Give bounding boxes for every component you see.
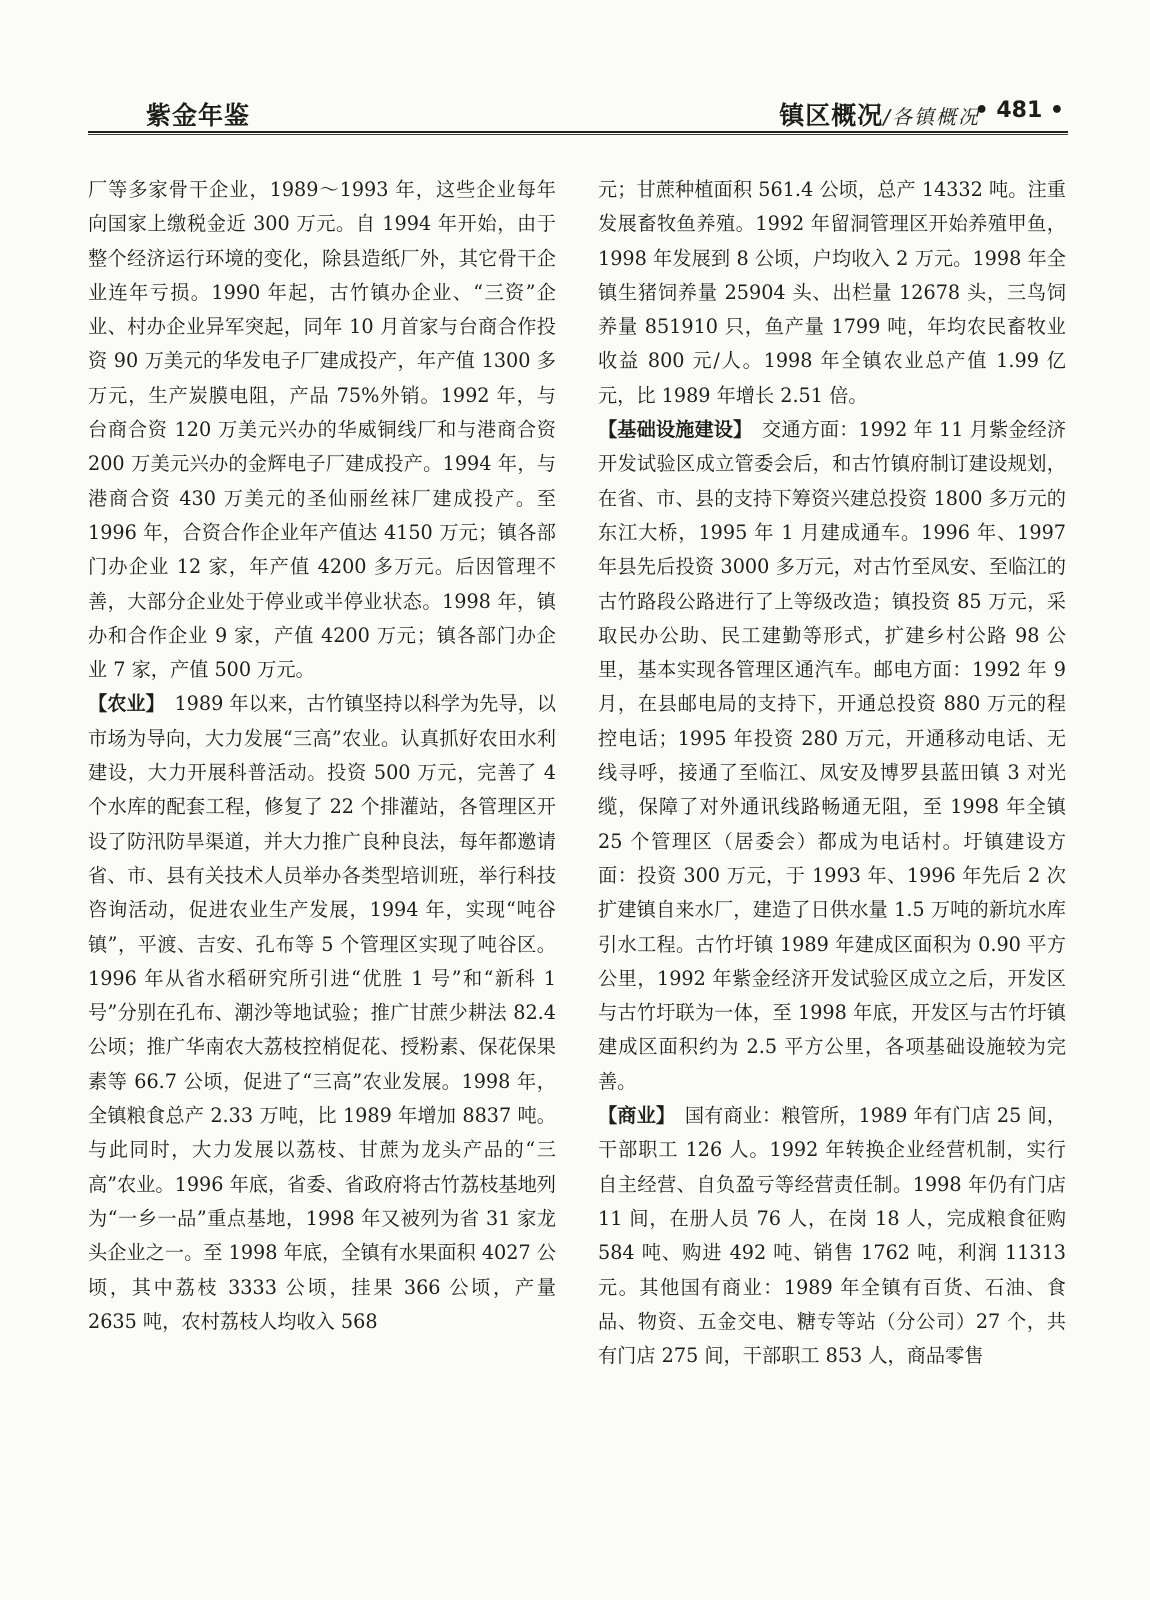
section-title (779, 96, 980, 132)
page-number: • 481 • (974, 98, 1064, 123)
infrastructure-text: 交通方面：1992 年 11 月紫金经济开发试验区成立管委会后，和古竹镇府制订建设规划，在省、市、县的支持下筹资兴建总投资 1800 多万元的东江大桥，1995 年 1 月建成通车。1996 年、1997 年县先后投资 3000 多万元，对古竹至凤安、至临江的古竹路段公路进行了上等级改造；镇投资 85 万元，采取民办公助、民工建勤等形式，扩建乡村公路 98 公里，基本实现各管理区通汽车。邮电方面：1992 年 9 月，在县邮电局的支持下，开通总投资 880 万元的程控电话；1995 年投资 280 万元，开通移动电话、无线寻呼，接通了至临江、凤安及博罗县蓝田镇 3 对光缆，保障了对外通讯线路畅通无阻，至 1998 年全镇 25 个管理区（居委会）都成为电话村。圩镇建设方面：投资 300 万元，于 1993 年、1996 年先后 2 次扩建镇自来水厂，建造了日供水量 1.5 万吨的新坑水库引水工程。古竹圩镇 1989 年建成区面积为 0.90 平方公里，1992 年紫金经济开发试验区成立之后，开发区与古竹圩联为一体，至 1998 年底，开发区与古竹圩镇建成区面积约为 2.5 平方公里，各项基础设施较为完善。 (598, 418, 1066, 1093)
agriculture-text: 1989 年以来，古竹镇坚持以科学为先导，以市场为导向，大力发展“三高”农业。认真抓好农田水利建设，大力开展科普活动。投资 500 万元，完善了 4 个水库的配套工程，修复了 22 个排灌站，各管理区开设了防汛防旱渠道，并大力推广良种良法，每年都邀请省、市、县有关技术人员举办各类型培训班，举行科技咨询活动，促进农业生产发展，1994 年，实现“吨谷镇”，平渡、吉安、孔布等 5 个管理区实现了吨谷区。1996 年从省水稻研究所引进“优胜 1 号”和“新科 1 号”分别在孔布、潮沙等地试验；推广甘蔗少耕法 82.4 公顷；推广华南农大荔枝控梢促花、授粉素、保花保果素等 66.7 公顷，促进了“三高”农业发展。1998 年，全镇粮食总产 2.33 万吨，比 1989 年增加 8837 吨。与此同时，大力发展以荔枝、甘蔗为龙头产品的“三高”农业。1996 年底，省委、省政府将古竹荔枝基地列为“一乡一品”重点基地，1998 年又被列为省 31 家龙头企业之一。至 1998 年底，全镇有水果面积 4027 公顷，其中荔枝 3333 公顷，挂果 366 公顷，产量 2635 吨，农村荔枝人均收入 568 (88, 692, 556, 1333)
book-title: 紫金年鉴 (146, 101, 251, 130)
paragraph-commerce (598, 1099, 1066, 1373)
paragraph-agriculture (88, 687, 556, 1339)
left-column (88, 173, 556, 1583)
paragraph-agriculture-continued: 元；甘蔗种植面积 561.4 公顷，总产 14332 吨。注重发展畜牧鱼养殖。1992 年留洞管理区开始养殖甲鱼，1998 年发展到 8 公顷，户均收入 2 万元。1998 年全镇生猪饲养量 25904 头、出栏量 12678 头，三鸟饲养量 851910 只，鱼产量 1799 吨，年均农民畜牧业收益 800 元/人。1998 年全镇农业总产值 1.99 亿元，比 1989 年增长 2.51 倍。 (598, 178, 1066, 407)
section-heading-agriculture: 【农业】 (88, 692, 156, 716)
paragraph-infrastructure (598, 413, 1066, 1099)
commerce-text: 国有商业：粮管所，1989 年有门店 25 间，干部职工 126 人。1992 年转换企业经营机制，实行自主经营、自负盈亏等经营责任制。1998 年仍有门店 11 间，在册人员 76 人，在岗 18 人，完成粮食征购 584 吨、购进 492 吨、销售 1762 吨，利润 11313 元。其他国有商业：1989 年全镇有百货、石油、食品、物资、五金交电、糖专等站（分公司）27 个，共有门店 275 间，干部职工 853 人，商品零售 (598, 1104, 1066, 1368)
section-heading-infrastructure: 【基础设施建设】 (598, 418, 743, 442)
header-rule (88, 131, 1068, 133)
section-title-sub: /各镇概况 (883, 105, 980, 129)
section-title-main: 镇区概况 (779, 101, 884, 130)
header-rule-thin (88, 134, 1068, 135)
running-header (88, 96, 1068, 130)
paragraph-enterprise-continued: 厂等多家骨干企业，1989～1993 年，这些企业每年向国家上缴税金近 300 万元。自 1994 年开始，由于整个经济运行环境的变化，除县造纸厂外，其它骨干企业连年亏损。1990 年起，古竹镇办企业、“三资”企业、村办企业异军突起，同年 10 月首家与台商合作投资 90 万美元的华发电子厂建成投产，年产值 1300 多万元，生产炭膜电阻，产品 75%外销。1992 年，与台商合资 120 万美元兴办的华威铜线厂和与港商合资 200 万美元兴办的金辉电子厂建成投产。1994 年，与港商合资 430 万美元的圣仙丽丝袜厂建成投产。至 1996 年，合资合作企业年产值达 4150 万元；镇各部门办企业 12 家，年产值 4200 多万元。后因管理不善，大部分企业处于停业或半停业状态。1998 年，镇办和合作企业 9 家，产值 4200 万元；镇各部门办企业 7 家，产值 500 万元。 (88, 178, 556, 682)
right-column (598, 173, 1066, 1583)
section-heading-commerce: 【商业】 (598, 1104, 666, 1128)
